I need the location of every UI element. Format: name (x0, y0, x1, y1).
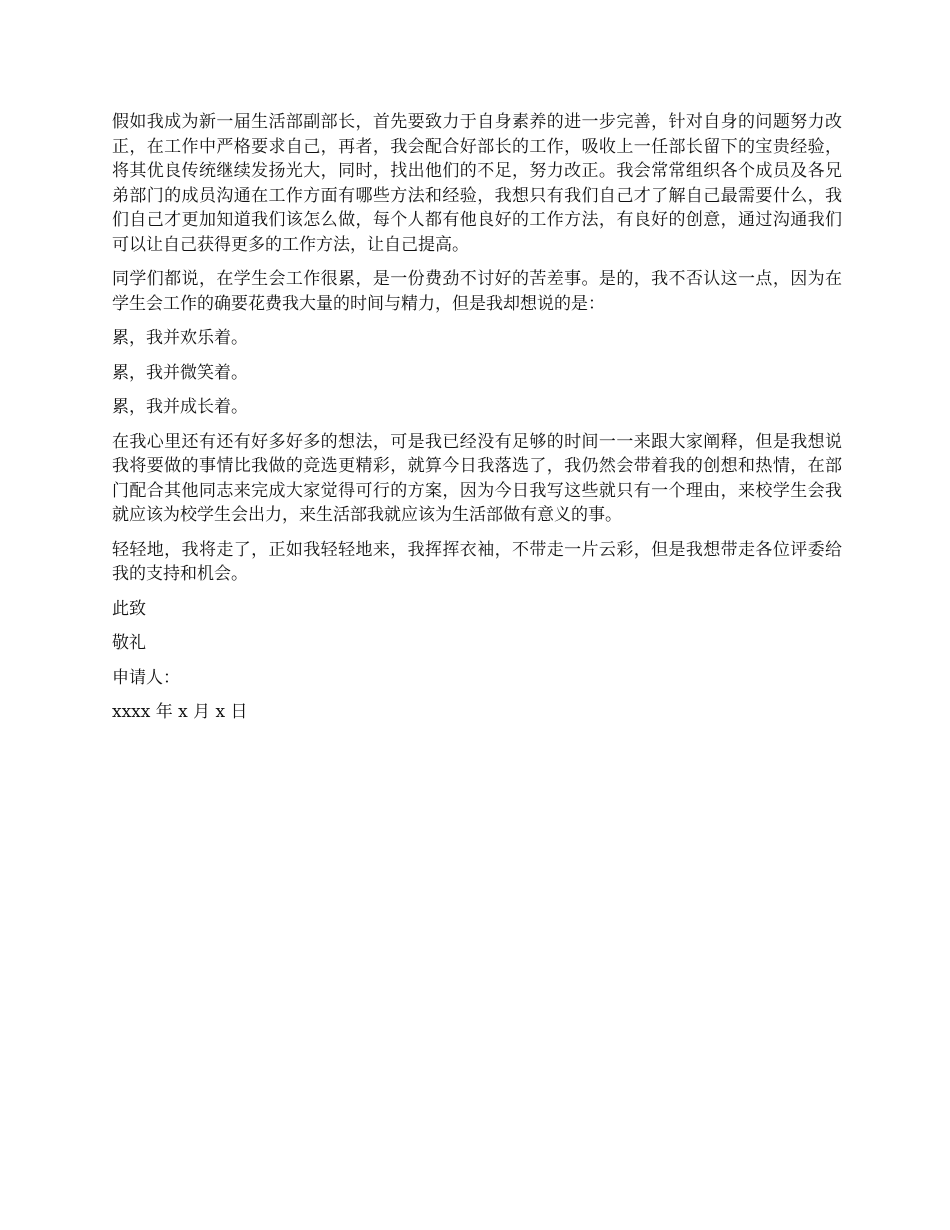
document-body (112, 110, 842, 735)
paragraph-smile: 累，我并微笑着。 (112, 362, 248, 383)
paragraph-growth: 累，我并成长着。 (112, 397, 248, 417)
paragraph-plan: 假如我成为新一届生活部副部长，首先要致力于自身素养的进一步完善，针对自身的问题努力改正，在工作中严格要求自己，再者，我会配合好部长的工作，吸收上一任部长留下的宝贵经验，将其优良传统继续发扬光大，同时，找出他们的不足，努力改正。我会常常组织各个成员及各兄弟部门的成员沟通在工作方面有哪些方法和经验，我想只有我们自己才了解自己最需要什么，我们自己才更加知道我们该怎么做，每个人都有他良好的工作方法，有良好的创意，通过沟通我们可以让自己获得更多的工作方法，让自己提高。 (112, 112, 842, 255)
paragraph-farewell: 轻轻地，我将走了，正如我轻轻地来，我挥挥衣袖，不带走一片云彩，但是我想带走各位评委给我的支持和机会。 (112, 539, 842, 584)
applicant-label: 申请人： (112, 667, 180, 688)
closing-regards: 敬礼 (112, 633, 146, 653)
paragraph-ideas: 在我心里还有还有好多好多的想法，可是我已经没有足够的时间一一来跟大家阐释，但是我想说我将要做的事情比我做的竞选更精彩，就算今日我落选了，我仍然会带着我的创想和热情，在部门配合其他同志来完成大家觉得可行的方案，因为今日我写这些就只有一个理由，来校学生会我就应该为校学生会出力，来生活部我就应该为生活部做有意义的事。 (112, 431, 842, 525)
paragraph-hardship: 同学们都说，在学生会工作很累，是一份费劲不讨好的苦差事。是的，我不否认这一点，因为在学生会工作的确要花费我大量的时间与精力，但是我却想说的是： (112, 269, 842, 314)
date-line: xxxx 年 x 月 x 日 (112, 702, 248, 722)
paragraph-joy: 累，我并欢乐着。 (112, 328, 248, 348)
closing-salutation: 此致 (112, 598, 146, 619)
